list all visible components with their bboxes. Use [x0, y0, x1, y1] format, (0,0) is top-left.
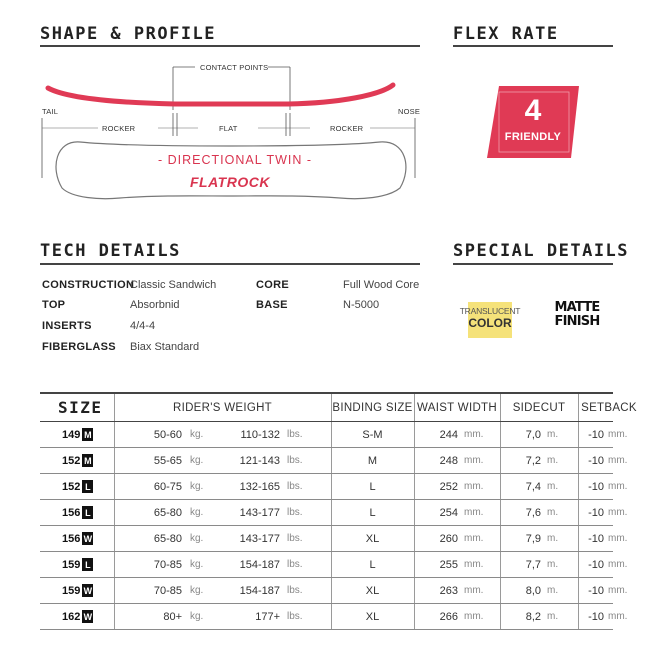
tech-value-top: Absorbnid: [130, 299, 180, 311]
kg-unit: kg.: [190, 455, 204, 466]
width-badge: W: [83, 533, 93, 544]
m-unit-cell: [547, 500, 571, 525]
tech-value-inserts: 4/4-4: [130, 320, 156, 332]
flex-rate-badge: [487, 86, 579, 158]
size-cell: [62, 578, 116, 603]
setback-value: -10: [588, 506, 604, 519]
spec-table: [40, 392, 637, 630]
setback-cell: [578, 474, 604, 499]
lbs-unit: lbs.: [287, 585, 303, 596]
sidecut-value: 8,0: [525, 584, 541, 597]
waist-width: 266: [439, 610, 458, 623]
lbs-unit-cell: [287, 526, 317, 551]
size-cell: [62, 552, 116, 577]
binding-size: XL: [365, 532, 380, 545]
size-cell: [62, 526, 116, 551]
size-value: 156: [62, 532, 81, 545]
weight-lbs-cell: [210, 526, 280, 551]
weight-lbs: 143-177: [239, 532, 280, 545]
tech-value-fiberglass: Biax Standard: [130, 341, 200, 353]
binding-cell: [331, 448, 414, 473]
binding-size: XL: [365, 584, 380, 597]
mm-unit: mm.: [464, 611, 484, 622]
binding-size: M: [367, 454, 378, 467]
table-row: [40, 578, 628, 604]
binding-size: L: [369, 558, 376, 571]
lbs-unit: lbs.: [287, 507, 303, 518]
setback-unit-cell: [608, 500, 638, 525]
lbs-unit: lbs.: [287, 481, 303, 492]
size-cell: [62, 474, 116, 499]
binding-cell: [331, 604, 414, 629]
m-unit-cell: [547, 604, 571, 629]
sidecut-value: 7,0: [525, 428, 541, 441]
width-badge: L: [82, 506, 93, 519]
rocker-right-label: ROCKER: [330, 124, 364, 133]
table-row: [40, 500, 628, 526]
size-value: 159: [62, 558, 81, 571]
setback-value: -10: [588, 454, 604, 467]
mm-unit-cell: [464, 422, 494, 447]
contact-points-label: CONTACT POINTS: [200, 63, 269, 72]
weight-kg: 65-80: [153, 506, 182, 519]
sidecut-cell: [500, 526, 541, 551]
lbs-unit: lbs.: [287, 611, 303, 622]
size-cell: [62, 500, 116, 525]
sidecut-value: 7,4: [525, 480, 541, 493]
tech-value-base: N-5000: [343, 299, 380, 311]
tech-details-title: TECH DETAILS: [40, 241, 181, 261]
waist-width: 254: [439, 506, 458, 519]
setback-cell: [578, 604, 604, 629]
tech-key-construction: CONSTRUCTION: [42, 279, 135, 291]
weight-kg-cell: [136, 552, 182, 577]
tech-key-inserts: INSERTS: [42, 320, 92, 332]
mm-unit: mm.: [464, 455, 484, 466]
header-weight: RIDER'S WEIGHT: [172, 401, 273, 414]
size-cell: [62, 448, 116, 473]
flex-rate-title: FLEX RATE: [453, 24, 559, 44]
setback-value: -10: [588, 558, 604, 571]
waist-width: 263: [439, 584, 458, 597]
nose-label: NOSE: [398, 107, 420, 116]
table-row: [40, 422, 628, 448]
lbs-unit-cell: [287, 474, 317, 499]
m-unit: m.: [547, 507, 559, 518]
setback-mm-unit: mm.: [608, 611, 628, 622]
sidecut-cell: [500, 604, 541, 629]
flex-rate-rule: [453, 45, 613, 47]
waist-width: 248: [439, 454, 458, 467]
setback-unit-cell: [608, 448, 638, 473]
setback-mm-unit: mm.: [608, 559, 628, 570]
tech-key-base: BASE: [256, 299, 288, 311]
m-unit-cell: [547, 578, 571, 603]
header-binding: BINDING SIZE: [332, 401, 413, 414]
profile-diagram: [40, 58, 420, 213]
binding-size: L: [369, 480, 376, 493]
mm-unit: mm.: [464, 429, 484, 440]
setback-mm-unit: mm.: [608, 585, 628, 596]
setback-unit-cell: [608, 552, 638, 577]
table-row: [40, 526, 628, 552]
tech-value-core: Full Wood Core: [343, 279, 420, 291]
tech-details-rule: [40, 263, 420, 265]
mm-unit-cell: [464, 474, 494, 499]
setback-cell: [578, 578, 604, 603]
weight-lbs-cell: [210, 578, 280, 603]
weight-lbs-cell: [210, 552, 280, 577]
weight-kg: 55-65: [153, 454, 182, 467]
setback-cell: [578, 500, 604, 525]
weight-kg-cell: [136, 474, 182, 499]
lbs-unit-cell: [287, 500, 317, 525]
setback-value: -10: [588, 610, 604, 623]
weight-lbs-cell: [210, 422, 280, 447]
width-badge: L: [82, 558, 93, 571]
waist-cell: [414, 526, 458, 551]
weight-lbs: 121-143: [239, 454, 280, 467]
mm-unit: mm.: [464, 481, 484, 492]
binding-size: XL: [365, 610, 380, 623]
tech-key-core: CORE: [256, 279, 289, 291]
weight-kg-cell: [136, 500, 182, 525]
weight-kg: 50-60: [153, 428, 182, 441]
binding-size: S-M: [362, 428, 383, 441]
sidecut-value: 7,6: [525, 506, 541, 519]
setback-mm-unit: mm.: [608, 455, 628, 466]
lbs-unit-cell: [287, 422, 317, 447]
lbs-unit-cell: [287, 578, 317, 603]
special-details-rule: [453, 263, 613, 265]
setback-mm-unit: mm.: [608, 481, 628, 492]
header-size: SIZE: [58, 398, 103, 417]
translucent-line1: TRANSLUCENT: [459, 306, 521, 316]
mm-unit: mm.: [464, 559, 484, 570]
weight-lbs-cell: [210, 500, 280, 525]
tech-value-construction: Classic Sandwich: [130, 279, 217, 291]
lbs-unit-cell: [287, 448, 317, 473]
setback-value: -10: [588, 532, 604, 545]
m-unit-cell: [547, 526, 571, 551]
mm-unit-cell: [464, 552, 494, 577]
header-setback: SETBACK: [581, 401, 637, 414]
binding-cell: [331, 500, 414, 525]
weight-lbs-cell: [210, 474, 280, 499]
mm-unit: mm.: [464, 507, 484, 518]
size-cell: [62, 422, 116, 447]
binding-cell: [331, 526, 414, 551]
weight-lbs: 177+: [255, 610, 280, 623]
setback-unit-cell: [608, 526, 638, 551]
waist-width: 260: [439, 532, 458, 545]
table-header: [40, 392, 637, 422]
weight-lbs: 154-187: [239, 558, 280, 571]
lbs-unit: lbs.: [287, 429, 303, 440]
weight-lbs-cell: [210, 448, 280, 473]
weight-kg-cell: [136, 422, 182, 447]
m-unit: m.: [547, 481, 559, 492]
lbs-unit: lbs.: [287, 559, 303, 570]
width-badge: W: [83, 585, 93, 596]
shape-profile-title: SHAPE & PROFILE: [40, 24, 217, 44]
size-value: 159: [62, 584, 81, 597]
weight-kg: 80+: [163, 610, 182, 623]
kg-unit: kg.: [190, 481, 204, 492]
mm-unit-cell: [464, 526, 494, 551]
m-unit-cell: [547, 422, 571, 447]
size-value: 152: [62, 480, 81, 493]
waist-width: 244: [439, 428, 458, 441]
shape-profile-rule: [40, 45, 420, 47]
binding-cell: [331, 578, 414, 603]
m-unit-cell: [547, 552, 571, 577]
setback-mm-unit: mm.: [608, 429, 628, 440]
header-waist: WAIST WIDTH: [417, 401, 497, 414]
waist-width: 255: [439, 558, 458, 571]
waist-cell: [414, 474, 458, 499]
sidecut-value: 8,2: [525, 610, 541, 623]
width-badge: M: [84, 455, 92, 466]
matte-finish-badge: [545, 301, 609, 329]
kg-unit: kg.: [190, 507, 204, 518]
lbs-unit: lbs.: [287, 533, 303, 544]
m-unit: m.: [547, 585, 559, 596]
size-value: 162: [62, 610, 81, 623]
weight-lbs-cell: [210, 604, 280, 629]
weight-kg-cell: [136, 448, 182, 473]
header-sidecut: SIDECUT: [512, 401, 566, 414]
binding-cell: [331, 422, 414, 447]
mm-unit-cell: [464, 578, 494, 603]
mm-unit-cell: [464, 448, 494, 473]
flex-value: 4: [524, 94, 542, 127]
weight-kg-cell: [136, 578, 182, 603]
profile-name: FLATROCK: [190, 174, 270, 190]
setback-unit-cell: [608, 604, 638, 629]
binding-size: L: [369, 506, 376, 519]
m-unit-cell: [547, 448, 571, 473]
sidecut-value: 7,2: [525, 454, 541, 467]
flex-label: FRIENDLY: [504, 131, 562, 143]
m-unit-cell: [547, 474, 571, 499]
waist-cell: [414, 422, 458, 447]
sidecut-cell: [500, 448, 541, 473]
matte-line2: FINISH: [554, 314, 600, 329]
special-details-title: SPECIAL DETAILS: [453, 241, 630, 261]
sidecut-value: 7,9: [525, 532, 541, 545]
setback-unit-cell: [608, 578, 638, 603]
setback-mm-unit: mm.: [608, 533, 628, 544]
setback-value: -10: [588, 584, 604, 597]
setback-value: -10: [588, 428, 604, 441]
binding-cell: [331, 552, 414, 577]
width-badge: L: [82, 480, 93, 493]
m-unit: m.: [547, 429, 559, 440]
table-row: [40, 474, 628, 500]
table-row: [40, 552, 628, 578]
lbs-unit-cell: [287, 552, 317, 577]
kg-unit: kg.: [190, 533, 204, 544]
kg-unit: kg.: [190, 559, 204, 570]
lbs-unit: lbs.: [287, 455, 303, 466]
setback-unit-cell: [608, 422, 638, 447]
kg-unit: kg.: [190, 611, 204, 622]
setback-value: -10: [588, 480, 604, 493]
setback-unit-cell: [608, 474, 638, 499]
lbs-unit-cell: [287, 604, 317, 629]
mm-unit: mm.: [464, 585, 484, 596]
weight-kg: 60-75: [153, 480, 182, 493]
width-badge: W: [83, 611, 93, 622]
size-cell: [62, 604, 116, 629]
weight-lbs: 132-165: [239, 480, 280, 493]
kg-unit: kg.: [190, 429, 204, 440]
setback-cell: [578, 526, 604, 551]
size-value: 149: [62, 428, 81, 441]
waist-cell: [414, 604, 458, 629]
sidecut-cell: [500, 474, 541, 499]
m-unit: m.: [547, 611, 559, 622]
weight-kg: 70-85: [153, 558, 182, 571]
waist-cell: [414, 552, 458, 577]
flat-label: FLAT: [219, 124, 238, 133]
table-row: [40, 448, 628, 474]
weight-kg: 70-85: [153, 584, 182, 597]
weight-kg-cell: [136, 604, 182, 629]
sidecut-cell: [500, 578, 541, 603]
kg-unit: kg.: [190, 585, 204, 596]
waist-cell: [414, 500, 458, 525]
weight-lbs: 110-132: [240, 428, 280, 441]
sidecut-cell: [500, 422, 541, 447]
mm-unit-cell: [464, 500, 494, 525]
binding-cell: [331, 474, 414, 499]
m-unit: m.: [547, 533, 559, 544]
table-row: [40, 604, 628, 630]
sidecut-cell: [500, 500, 541, 525]
sidecut-cell: [500, 552, 541, 577]
size-value: 152: [62, 454, 81, 467]
board-outline: [56, 142, 406, 199]
waist-cell: [414, 578, 458, 603]
setback-cell: [578, 422, 604, 447]
matte-line1: MATTE: [554, 300, 600, 315]
setback-mm-unit: mm.: [608, 507, 628, 518]
m-unit: m.: [547, 455, 559, 466]
tech-key-top: TOP: [42, 299, 66, 311]
profile-curve: [48, 85, 393, 104]
translucent-color-badge: [458, 298, 522, 342]
setback-cell: [578, 552, 604, 577]
tech-key-fiberglass: FIBERGLASS: [42, 341, 116, 353]
sidecut-value: 7,7: [525, 558, 541, 571]
table-body: [40, 422, 628, 630]
mm-unit-cell: [464, 604, 494, 629]
weight-lbs: 143-177: [239, 506, 280, 519]
weight-kg-cell: [136, 526, 182, 551]
m-unit: m.: [547, 559, 559, 570]
rocker-left-label: ROCKER: [102, 124, 136, 133]
mm-unit: mm.: [464, 533, 484, 544]
weight-kg: 65-80: [153, 532, 182, 545]
weight-lbs: 154-187: [239, 584, 280, 597]
shape-label: - DIRECTIONAL TWIN -: [158, 153, 313, 167]
waist-cell: [414, 448, 458, 473]
width-badge: M: [84, 429, 92, 440]
tail-label: TAIL: [42, 107, 59, 116]
waist-width: 252: [439, 480, 458, 493]
setback-cell: [578, 448, 604, 473]
translucent-line2: COLOR: [468, 316, 512, 330]
size-value: 156: [62, 506, 81, 519]
